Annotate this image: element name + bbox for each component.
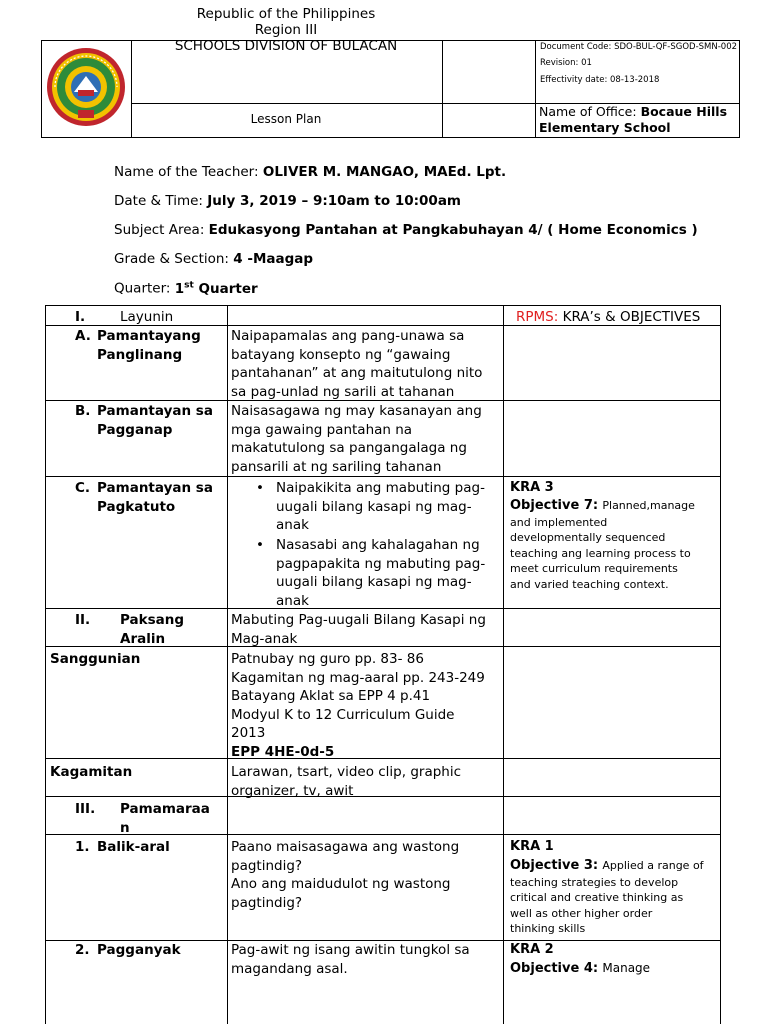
row-ii-num: II. [75, 612, 91, 628]
grid-line [45, 476, 721, 477]
office-value: Bocaue Hills Elementary School [539, 104, 728, 135]
document-meta [540, 42, 738, 85]
doc-type: Lesson Plan [250, 112, 322, 126]
balik-aral-objective: Objective 3: Applied a range of teaching strategies to develop critical and creative thinking as well as other higher order thinking skills [510, 858, 704, 935]
bullet-icon: • [256, 537, 264, 553]
row-c-objective-label: Objective 7: [510, 498, 599, 513]
quarter-value: 1st Quarter [174, 280, 258, 297]
quarter-line [114, 280, 258, 297]
row-ii-label: Paksang Aralin [120, 612, 185, 647]
rpms-rest: KRA’s & OBJECTIVES [562, 309, 701, 325]
grade-value: 4 -Maagap [233, 251, 314, 267]
region-text: Region III [254, 22, 318, 38]
grade-label: Grade & Section: [114, 251, 229, 267]
layunin-num: I. [75, 309, 86, 325]
row-c-objective: Objective 7: Planned,manage and implemented developmentally sequenced teaching ang learning process to meet curriculum requirements and varied teaching context. [510, 498, 695, 591]
teacher-value: OLIVER M. MANGAO, MAEd. Lpt. [262, 164, 507, 180]
row-a-label: Pamantayang Panglinang [97, 328, 201, 363]
revision: Revision: 01 [540, 58, 592, 68]
grid-line [503, 305, 504, 1024]
row-ii-content: Mabuting Pag-uugali Bilang Kasapi ng Mag-anak [231, 612, 486, 647]
effectivity-date: Effectivity date: 08-13-2018 [540, 75, 660, 85]
row-c-num: C. [75, 480, 91, 496]
grade-line [114, 251, 313, 267]
office-name [539, 104, 739, 136]
grid-line [45, 305, 721, 306]
row-iii-num: III. [75, 801, 96, 817]
row-b-content: Naisasagawa ng may kasanayan ang mga gawaing pantahan na makatutulong sa pangangalaga ng pansarili at ng sariling tahanan [231, 403, 482, 475]
row-c-kra: KRA 3 [510, 480, 554, 495]
rpms-label: RPMS: [516, 309, 559, 325]
teacher-label: Name of the Teacher: [114, 164, 259, 180]
row-a-num: A. [75, 328, 91, 344]
bullet-icon: • [256, 480, 264, 496]
balik-aral-kra: KRA 1 [510, 839, 554, 854]
pagganyak-objective: Objective 4: Manage [510, 961, 651, 976]
kagamitan-label: Kagamitan [50, 764, 133, 780]
row-c-bullet-1: Naipakikita ang mabuting pag- uugali bilang kasapi ng mag- anak [276, 480, 485, 533]
pagganyak-num: 2. [75, 942, 90, 958]
subject-label: Subject Area: [114, 222, 205, 238]
balik-aral-objective-label: Objective 3: [510, 858, 599, 873]
balik-aral-content: Paano maisasagawa ang wastong pagtindig? Ano ang maidudulot ng wastong pagtindig? [231, 839, 460, 911]
curriculum-code: EPP 4HE-0d-5 [231, 743, 335, 760]
row-b-label: Pamantayan sa Pagganap [97, 403, 213, 438]
datetime-label: Date & Time: [114, 193, 203, 209]
subject-value: Edukasyong Pantahan at Pangkabuhayan 4/ ( Home Economics ) [208, 222, 698, 238]
row-a-content: Naipapamalas ang pang-unawa sa batayang konsepto ng “gawaing pantahanan” at ang maitutulong nito sa pag-unlad ng sarili at tahanan [231, 328, 483, 400]
header-title-block [131, 6, 441, 54]
divider [535, 41, 536, 137]
division-text: SCHOOLS DIVISION OF BULACAN [174, 38, 398, 54]
balik-aral-label: Balik-aral [97, 839, 170, 855]
quarter-label: Quarter: [114, 280, 171, 297]
pagganyak-objective-label: Objective 4: [510, 961, 599, 976]
grid-line [720, 305, 721, 1024]
balik-aral-num: 1. [75, 839, 90, 855]
row-c-label: Pamantayan sa Pagkatuto [97, 480, 213, 515]
pagganyak-kra: KRA 2 [510, 942, 554, 957]
row-iii-label: Pamamaraa n [120, 801, 210, 836]
divider [131, 103, 535, 104]
kagamitan-content: Larawan, tsart, video clip, graphic organizer, tv, awit [231, 764, 462, 799]
divider [442, 41, 443, 137]
doc-code: Document Code: SDO-BUL-QF-SGOD-SMN-002 [540, 42, 738, 52]
grid-line [45, 305, 46, 1024]
rpms-header [516, 308, 700, 327]
row-b-num: B. [75, 403, 91, 419]
pagganyak-content: Pag-awit ng isang awitin tungkol sa magandang asal. [231, 942, 470, 977]
teacher-line [114, 164, 506, 180]
sanggunian-content: Patnubay ng guro pp. 83- 86 Kagamitan ng mag-aaral pp. 243-249 Batayang Aklat sa EPP 4 p.41 Modyul K to 12 Curriculum Guide 2013 EPP 4HE-0d-5 [231, 651, 485, 760]
republic-text: Republic of the Philippines [196, 6, 376, 22]
datetime-line [114, 193, 461, 209]
layunin-label: Layunin [120, 309, 174, 325]
office-label: Name of Office: [539, 104, 637, 119]
datetime-value: July 3, 2019 – 9:10am to 10:00am [207, 193, 462, 209]
grid-line [227, 305, 228, 1024]
row-c-bullet-2: Nasasabi ang kahalagahan ng pagpapakita ng mabuting pag- uugali bilang kasapi ng mag- anak [276, 537, 486, 609]
sanggunian-label: Sanggunian [50, 651, 141, 667]
pagganyak-label: Pagganyak [97, 942, 181, 958]
subject-line [114, 222, 698, 238]
division-seal-logo [45, 46, 127, 128]
